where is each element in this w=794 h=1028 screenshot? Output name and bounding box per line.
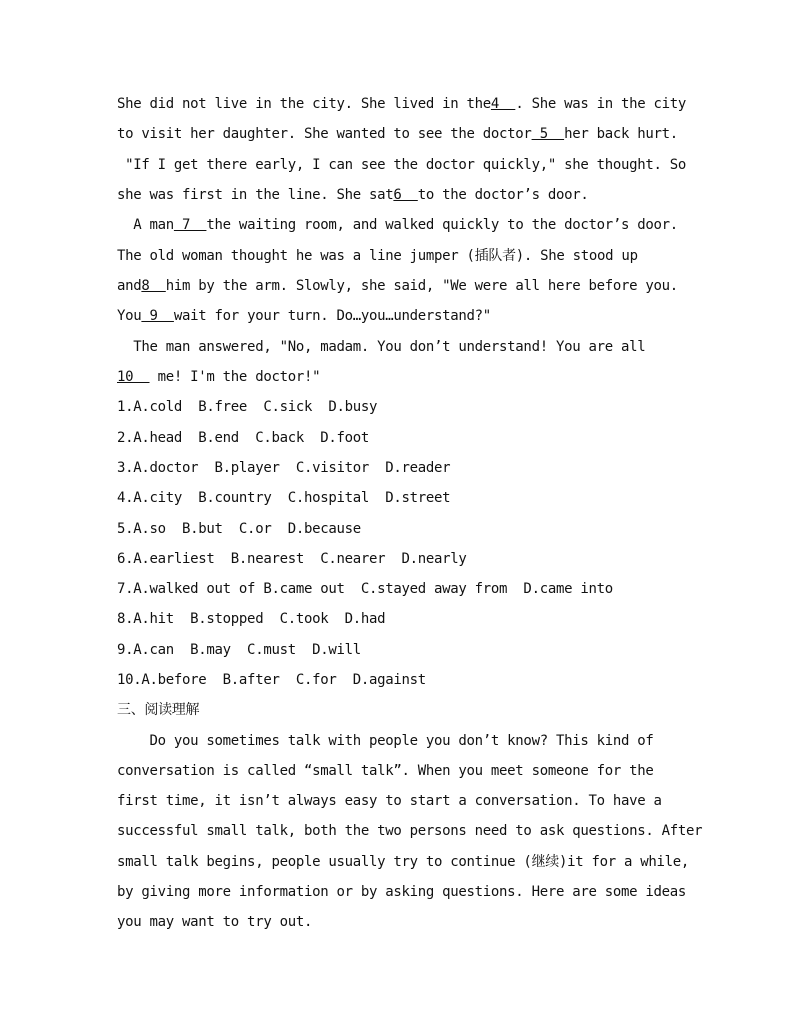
passage-line-4: [117, 186, 589, 204]
reading-line-3: first time, it isn’t always easy to start a conversation. To have a: [117, 793, 662, 809]
reading-line-4: successful small talk, both the two persons need to ask questions. After: [117, 823, 703, 839]
passage-line-6: The old woman thought he was a line jumper (插队者). She stood up: [117, 248, 638, 264]
option-line-6: 6.A.earliest B.nearest C.nearer D.nearly: [117, 551, 467, 567]
text: she was first in the line. She sat: [117, 187, 394, 203]
option-line-10: 10.A.before B.after C.for D.against: [117, 672, 426, 688]
blank-4: 4: [490, 96, 516, 112]
text: You: [117, 308, 142, 324]
passage-line-9: The man answered, "No, madam. You don’t understand! You are all: [117, 339, 646, 355]
option-line-9: 9.A.can B.may C.must D.will: [117, 642, 361, 658]
text: She did not live in the city. She lived in the: [117, 96, 491, 112]
option-line-2: 2.A.head B.end C.back D.foot: [117, 430, 369, 446]
text: me! I'm the doctor!": [149, 369, 321, 385]
option-line-7: 7.A.walked out of B.came out C.stayed away from D.came into: [117, 581, 613, 597]
blank-8: 8: [141, 278, 166, 294]
text: him by the arm. Slowly, she said, "We were all here before you.: [165, 278, 678, 294]
blank-10: 10: [117, 369, 150, 385]
blank-7: 7: [173, 217, 207, 233]
text: and: [117, 278, 142, 294]
passage-line-3: "If I get there early, I can see the doctor quickly," she thought. So: [117, 157, 687, 173]
passage-line-2: [117, 125, 678, 143]
option-line-4: 4.A.city B.country C.hospital D.street: [117, 490, 451, 506]
option-line-3: 3.A.doctor B.player C.visitor D.reader: [117, 460, 451, 476]
passage-line-1: [117, 95, 686, 113]
reading-line-2: conversation is called “small talk”. When you meet someone for the: [117, 763, 654, 779]
text: to the doctor’s door.: [417, 187, 589, 203]
text: . She was in the city: [515, 96, 687, 112]
passage-line-10: [117, 368, 320, 386]
blank-9: 9: [141, 308, 174, 324]
text: the waiting room, and walked quickly to the doctor’s door.: [206, 217, 678, 233]
blank-6: 6: [393, 187, 418, 203]
option-line-1: 1.A.cold B.free C.sick D.busy: [117, 399, 378, 415]
reading-line-1: Do you sometimes talk with people you don’t know? This kind of: [117, 733, 654, 749]
section-title: 三、阅读理解: [117, 702, 200, 718]
passage-line-7: [117, 277, 678, 295]
blank-5: 5: [531, 126, 565, 142]
option-line-8: 8.A.hit B.stopped C.took D.had: [117, 611, 386, 627]
reading-line-6: by giving more information or by asking questions. Here are some ideas: [117, 884, 687, 900]
text: A man: [117, 217, 174, 233]
passage-line-8: [117, 307, 491, 325]
text: wait for your turn. Do…you…understand?": [173, 308, 491, 324]
option-line-5: 5.A.so B.but C.or D.because: [117, 521, 361, 537]
reading-line-5: small talk begins, people usually try to continue (继续)it for a while,: [117, 854, 690, 870]
text: to visit her daughter. She wanted to see the doctor: [117, 126, 532, 142]
passage-line-5: [117, 216, 678, 234]
text: her back hurt.: [564, 126, 678, 142]
reading-line-7: you may want to try out.: [117, 914, 313, 930]
